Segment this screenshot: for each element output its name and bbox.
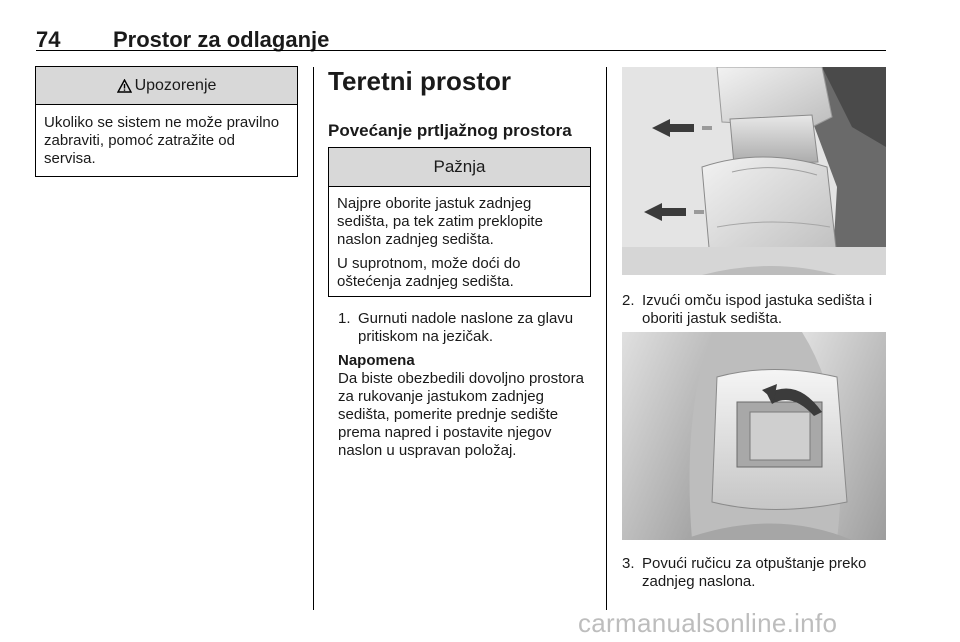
seat-cushion-illustration (622, 332, 886, 540)
warning-text: Ukoliko se sistem ne može pravilno zabraviti, pomoć zatražite od servisa. (44, 114, 280, 167)
section-subtitle: Povećanje prtljažnog prostora (328, 121, 572, 140)
note-title: Napomena (338, 352, 415, 369)
warning-triangle-icon (117, 79, 132, 93)
warning-box (35, 66, 298, 177)
step-2-text: Izvući omču ispod jastuka sedišta i oboriti jastuk sedišta. (642, 292, 873, 327)
caution-text-1: Najpre oborite jastuk zadnjeg sedišta, pa tek zatim preklopite naslon zadnjeg sedišta. (337, 195, 543, 248)
headrest-illustration (622, 67, 886, 275)
page-number: 74 (36, 27, 61, 52)
note (338, 352, 590, 460)
header-divider (36, 50, 886, 51)
warning-title: Upozorenje (134, 76, 217, 94)
column-divider-left (313, 67, 314, 610)
caution-text-2: U suprotnom, može doći do oštećenja zadnjeg sedišta. (337, 255, 521, 290)
column-divider-right (606, 67, 607, 610)
step-3-text: Povući ručicu za otpuštanje preko zadnjeg naslona. (642, 555, 867, 590)
step-1-text: Gurnuti nadole naslone za glavu pritiskom na jezičak. (358, 310, 574, 345)
step-2-number: 2. (622, 292, 635, 309)
step-3-number: 3. (622, 555, 635, 572)
warning-box-header (36, 67, 297, 105)
watermark: carmanualsonline.info (578, 608, 838, 638)
note-text: Da biste obezbedili dovoljno prostora za rukovanje jastukom zadnjeg sedišta, pomerite prednje sedište prema napred i postavite njegov naslon u uspravan položaj. (338, 370, 584, 459)
caution-box (328, 147, 591, 297)
caution-title: Pažnja (329, 148, 590, 187)
page-title: Prostor za odlaganje (113, 27, 330, 52)
section-title: Teretni prostor (328, 66, 511, 96)
step-2 (622, 292, 886, 328)
step-1-number: 1. (338, 310, 351, 327)
step-1 (338, 310, 590, 346)
step-3 (622, 555, 886, 591)
